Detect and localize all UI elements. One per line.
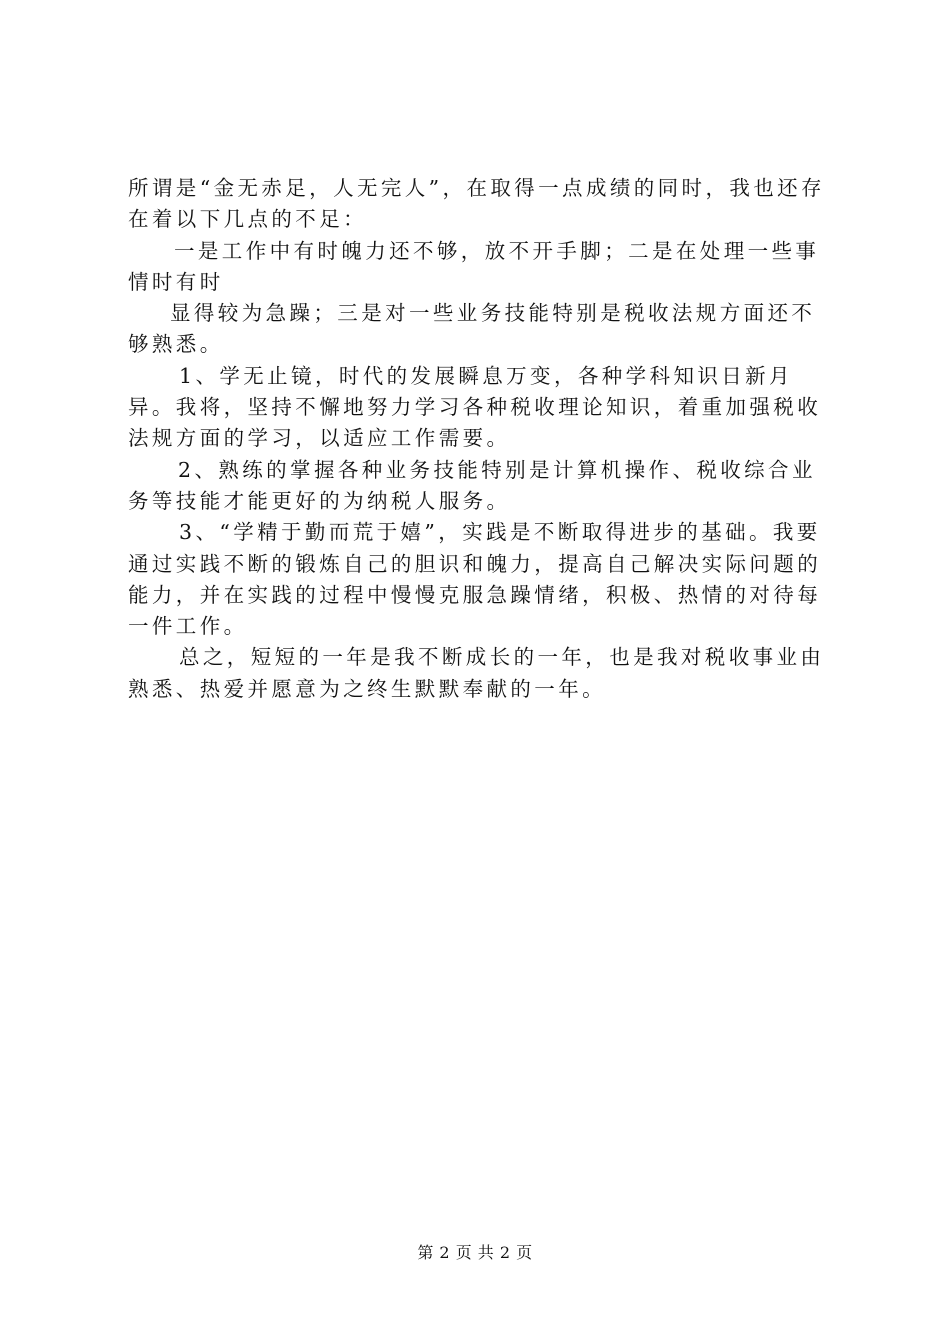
paragraph-intro: 所谓是“金无赤足，人无完人”，在取得一点成绩的同时，我也还存在着以下几点的不足： <box>128 176 825 232</box>
paragraph-shortcoming-2: 显得较为急躁；三是对一些业务技能特别是税收法规方面还不够熟悉。 <box>128 301 816 357</box>
paragraph-item-1: 1、学无止镜，时代的发展瞬息万变，各种学科知识日新月异。我将，坚持不懈地努力学习各种税收理论知识，着重加强税收法规方面的学习，以适应工作需要。 <box>128 363 822 451</box>
paragraph-shortcoming-1: 一是工作中有时魄力还不够，放不开手脚；二是在处理一些事情时有时 <box>128 238 820 294</box>
paragraph-item-3: 3、“学精于勤而荒于嬉”，实践是不断取得进步的基础。我要通过实践不断的锻炼自己的胆识和魄力，提高自己解决实际问题的能力，并在实践的过程中慢慢克服急躁情绪，积极、热情的对待每一件工作。 <box>128 520 822 639</box>
paragraph-conclusion: 总之，短短的一年是我不断成长的一年，也是我对税收事业由熟悉、热爱并愿意为之终生默默奉献的一年。 <box>128 645 825 701</box>
document-body <box>128 173 828 705</box>
paragraph-item-2: 2、熟练的掌握各种业务技能特别是计算机操作、税收综合业务等技能才能更好的为纳税人服务。 <box>128 457 816 513</box>
page-footer: 第 2 页 共 2 页 <box>417 1243 533 1262</box>
